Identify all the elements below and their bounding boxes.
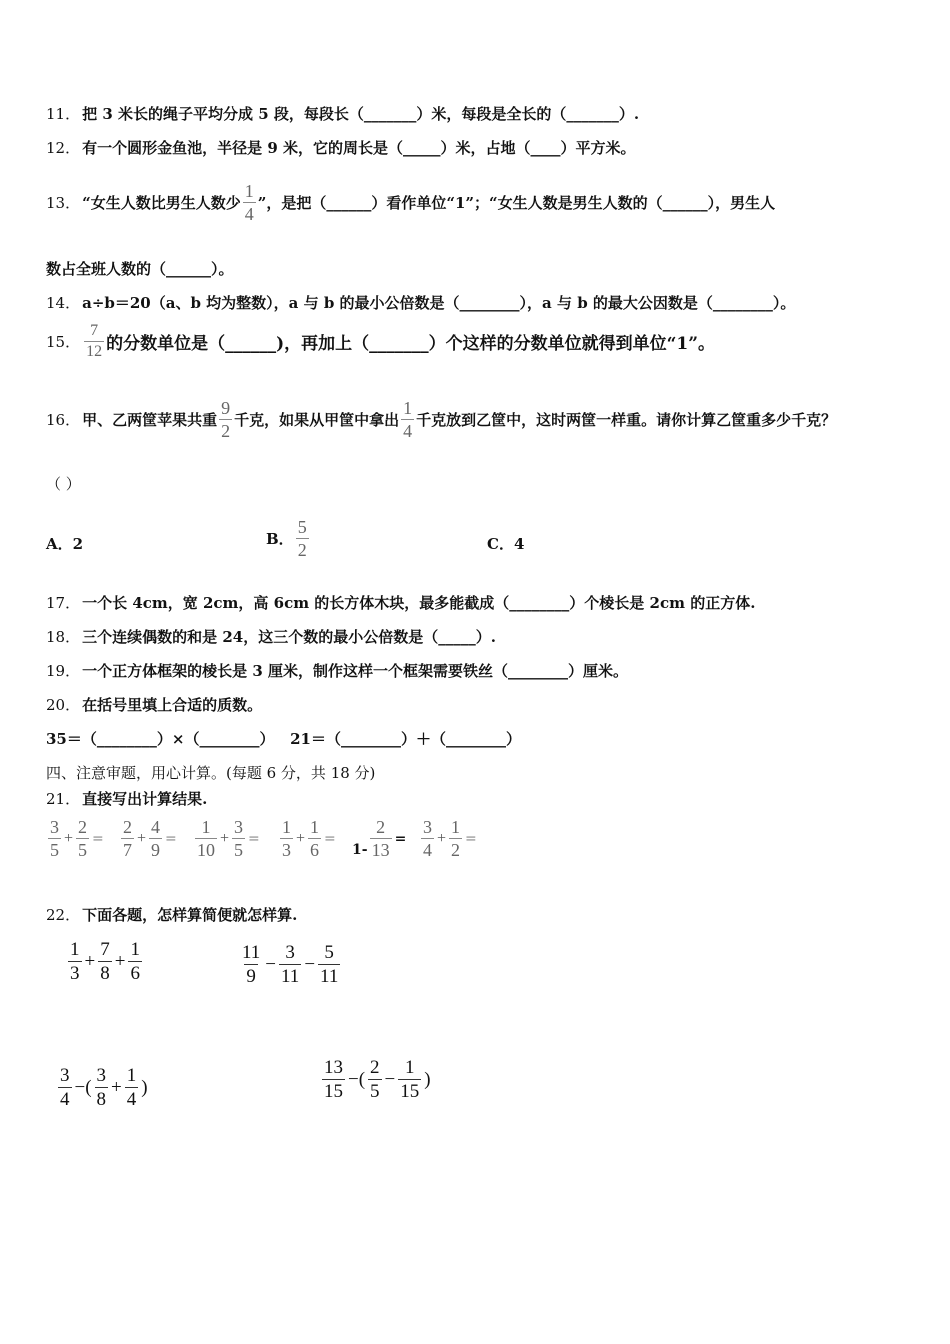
equals-sign: = xyxy=(92,830,104,847)
operator: + xyxy=(84,950,96,972)
operator: + xyxy=(296,829,306,847)
equals-sign: = xyxy=(165,830,177,847)
fraction: $\frac{5}{11}$ xyxy=(320,942,339,987)
question-text-pre: “女生人数比男生人数少 xyxy=(82,193,241,212)
question-number: 14． xyxy=(46,294,81,312)
question-number: 19． xyxy=(46,662,81,680)
question-14 xyxy=(46,292,795,313)
parenthesis: ) xyxy=(424,1068,431,1090)
fraction: $\frac{2}{7}$ xyxy=(123,817,132,860)
calc-item xyxy=(193,818,260,859)
fraction: $\frac{13}{15}$ xyxy=(324,1057,343,1102)
question-13-continued xyxy=(46,258,234,279)
question-number: 13． xyxy=(46,193,81,212)
fraction: $\frac{4}{9}$ xyxy=(151,817,161,860)
fraction: $\frac{3}{8}$ xyxy=(96,1065,107,1110)
question-21 xyxy=(46,788,207,809)
question-number: 18． xyxy=(46,628,81,646)
question-22 xyxy=(46,904,297,925)
fraction: $\frac{7}{12}$ xyxy=(86,321,103,360)
question-number: 22． xyxy=(46,906,81,924)
fraction: $\frac{1}{2}$ xyxy=(451,817,461,860)
option-b[interactable] xyxy=(266,508,311,568)
fraction: $\frac{1}{3}$ xyxy=(70,939,80,984)
expression xyxy=(56,1066,149,1109)
question-text: 一个长 4cm，宽 2cm，高 6cm 的长方体木块，最多能截成（________）个棱长是 2cm 的正方体. xyxy=(82,594,756,612)
parenthesis: ) xyxy=(141,1076,148,1098)
equals-sign: = xyxy=(324,830,336,847)
equals-sign: = xyxy=(465,830,477,847)
question-16 xyxy=(46,388,836,450)
fraction: $\frac{1}{4}$ xyxy=(126,1065,137,1110)
fraction: $\frac{1}{4}$ xyxy=(244,180,254,224)
option-a[interactable]: A．2 xyxy=(46,535,84,553)
question-11 xyxy=(46,103,639,124)
calc-item xyxy=(352,818,406,859)
question-number: 16． xyxy=(46,410,81,429)
question-number: 11． xyxy=(46,105,81,123)
calc-item xyxy=(419,818,477,859)
operator: + xyxy=(137,829,147,847)
fraction: $\frac{1}{10}$ xyxy=(197,817,215,860)
answer-blank: （ ） xyxy=(46,475,81,493)
section-heading: 四、注意审题，用心计算。(每题 6 分，共 18 分) xyxy=(46,764,376,782)
question-text: 下面各题，怎样算简便就怎样算. xyxy=(82,906,298,924)
question-13 xyxy=(46,172,775,232)
fraction: $\frac{1}{15}$ xyxy=(400,1057,420,1102)
question-text-mid: 千克，如果从甲筐中拿出 xyxy=(234,410,400,429)
operator: − xyxy=(304,953,316,975)
expression xyxy=(238,943,342,986)
operator: + xyxy=(437,829,447,847)
fraction: $\frac{2}{5}$ xyxy=(78,817,88,860)
fraction: $\frac{1}{6}$ xyxy=(130,939,140,984)
calc-item xyxy=(46,818,104,859)
question-19 xyxy=(46,660,628,681)
operator: + xyxy=(111,1076,122,1098)
question-text: 有一个圆形金鱼池，半径是 9 米，它的周长是（_____）米，占地（____）平方米。 xyxy=(82,139,636,157)
fraction: $\frac{3}{11}$ xyxy=(281,942,300,987)
question-20-equations: 35＝（________）×（________） 21＝（________）＋（________） xyxy=(46,730,521,748)
operator: − xyxy=(384,1068,396,1090)
question-17 xyxy=(46,592,755,613)
question-number: 15． xyxy=(46,332,81,351)
fraction: $\frac{7}{8}$ xyxy=(100,939,110,984)
question-text: 三个连续偶数的和是 24，这三个数的最小公倍数是（_____）. xyxy=(82,628,496,646)
equals-sign: = xyxy=(394,830,407,847)
fraction: $\frac{3}{4}$ xyxy=(60,1065,70,1110)
question-text-post: ”，是把（______）看作单位“1”；“女生人数是男生人数的（______），男生人 xyxy=(257,193,776,212)
fraction: $\frac{11}{9}$ xyxy=(242,942,261,987)
fraction: $\frac{3}{5}$ xyxy=(234,817,244,860)
question-text: 数占全班人数的（______）。 xyxy=(46,260,234,278)
question-text-pre: 甲、乙两筐苹果共重 xyxy=(82,410,218,429)
question-text: 把 3 米长的绳子平均分成 5 段，每段长（_______）米，每段是全长的（_______）. xyxy=(82,105,640,123)
fraction: $\frac{3}{5}$ xyxy=(50,817,59,860)
question-12 xyxy=(46,137,635,158)
fraction: $\frac{1}{6}$ xyxy=(310,817,320,860)
question-text: 直接写出计算结果. xyxy=(82,790,208,808)
operator: + xyxy=(64,829,74,847)
operator: + xyxy=(114,950,126,972)
fraction: $\frac{1}{3}$ xyxy=(282,817,291,860)
fraction: $\frac{1}{4}$ xyxy=(403,397,413,441)
question-18 xyxy=(46,626,496,647)
prefix: 1- xyxy=(352,841,368,858)
operator: −( xyxy=(348,1068,366,1090)
question-text: a÷b＝20（a、b 均为整数），a 与 b 的最小公倍数是（________），a 与 b 的最大公因数是（________）。 xyxy=(82,294,796,312)
fraction: $\frac{9}{2}$ xyxy=(221,397,231,441)
operator: + xyxy=(220,829,230,847)
question-text-post: 千克放到乙筐中，这时两筐一样重。请你计算乙筐重多少千克？ xyxy=(416,410,837,429)
calc-item xyxy=(119,818,177,859)
fraction: $\frac{3}{4}$ xyxy=(423,817,432,860)
expression xyxy=(66,940,144,983)
question-number: 20． xyxy=(46,696,81,714)
question-number: 21． xyxy=(46,790,81,808)
question-text: 一个正方体框架的棱长是 3 厘米，制作这样一个框架需要铁丝（________）厘米。 xyxy=(82,662,628,680)
option-c[interactable]: C．4 xyxy=(487,535,525,553)
question-20 xyxy=(46,694,262,715)
question-15 xyxy=(46,318,715,364)
calc-item xyxy=(278,818,336,859)
fraction: $\frac{2}{13}$ xyxy=(371,817,390,860)
fraction: $\frac{2}{5}$ xyxy=(370,1057,380,1102)
question-number: 12． xyxy=(46,139,81,157)
question-text: 的分数单位是（______)，再加上（_______）个这样的分数单位就得到单位“1”。 xyxy=(106,333,716,354)
fraction: $\frac{5}{2}$ xyxy=(297,516,307,560)
operator: − xyxy=(265,953,277,975)
equals-sign: = xyxy=(248,830,260,847)
question-text: 在括号里填上合适的质数。 xyxy=(82,696,263,714)
operator: −( xyxy=(74,1076,92,1098)
question-number: 17． xyxy=(46,594,81,612)
option-b-label: B． xyxy=(266,529,294,548)
expression xyxy=(320,1058,432,1101)
